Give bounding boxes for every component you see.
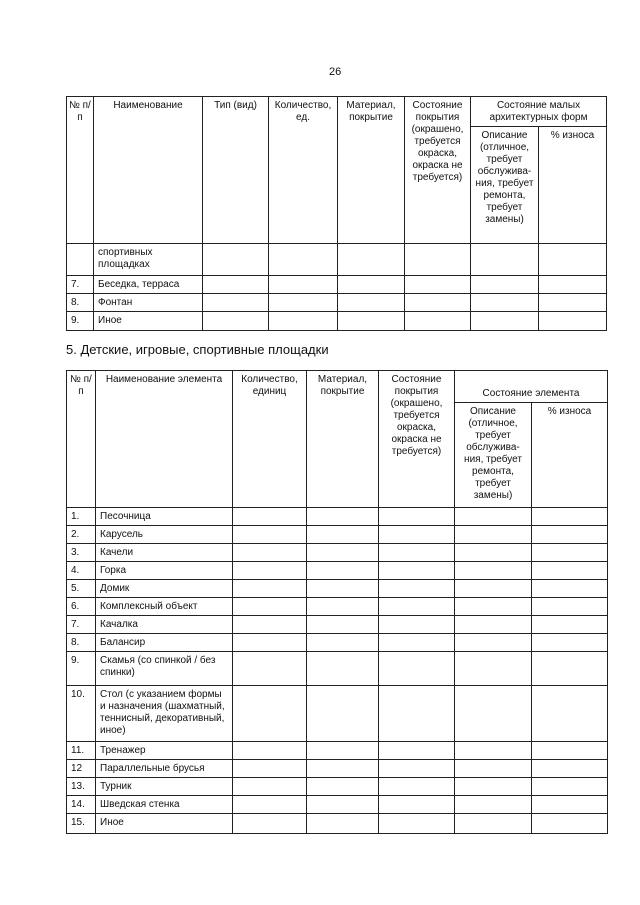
table-row <box>67 796 608 814</box>
empty-cell <box>455 652 532 686</box>
empty-cell <box>379 796 455 814</box>
header-row <box>67 371 608 403</box>
empty-cell <box>233 814 307 834</box>
empty-cell <box>233 526 307 544</box>
empty-cell <box>338 244 405 276</box>
row-num: 4. <box>67 562 96 580</box>
empty-cell <box>532 796 608 814</box>
empty-cell <box>233 796 307 814</box>
empty-cell <box>379 760 455 778</box>
empty-cell <box>455 508 532 526</box>
row-name: Балансир <box>96 634 233 652</box>
table-row <box>67 276 607 294</box>
empty-cell <box>269 312 338 331</box>
empty-cell <box>471 244 539 276</box>
row-num: 15. <box>67 814 96 834</box>
row-name: Шведская стенка <box>96 796 233 814</box>
header-quantity: Количество, ед. <box>269 97 338 244</box>
table-row <box>67 616 608 634</box>
row-num: 7. <box>67 616 96 634</box>
empty-cell <box>532 778 608 796</box>
row-name: спортивных площадках <box>94 244 203 276</box>
row-num: 2. <box>67 526 96 544</box>
table-row <box>67 686 608 742</box>
empty-cell <box>532 814 608 834</box>
empty-cell <box>455 634 532 652</box>
empty-cell <box>233 616 307 634</box>
empty-cell <box>532 544 608 562</box>
row-name: Горка <box>96 562 233 580</box>
empty-cell <box>307 760 379 778</box>
empty-cell <box>379 634 455 652</box>
empty-cell <box>455 562 532 580</box>
row-num: 5. <box>67 580 96 598</box>
empty-cell <box>233 652 307 686</box>
empty-cell <box>233 598 307 616</box>
empty-cell <box>539 276 607 294</box>
header-name: Наименование элемента <box>96 371 233 508</box>
empty-cell <box>532 742 608 760</box>
row-name: Иное <box>94 312 203 331</box>
empty-cell <box>379 652 455 686</box>
header-num: № п/п <box>67 371 96 508</box>
empty-cell <box>307 742 379 760</box>
header-quantity: Количество, единиц <box>233 371 307 508</box>
empty-cell <box>307 580 379 598</box>
empty-cell <box>455 598 532 616</box>
empty-cell <box>532 508 608 526</box>
table-row <box>67 778 608 796</box>
empty-cell <box>532 652 608 686</box>
empty-cell <box>532 526 608 544</box>
table-row <box>67 814 608 834</box>
empty-cell <box>539 244 607 276</box>
row-name: Качалка <box>96 616 233 634</box>
empty-cell <box>455 544 532 562</box>
row-name: Домик <box>96 580 233 598</box>
page-number: 26 <box>329 66 342 78</box>
empty-cell <box>203 244 269 276</box>
empty-cell <box>233 778 307 796</box>
empty-cell <box>307 562 379 580</box>
empty-cell <box>379 508 455 526</box>
empty-cell <box>379 778 455 796</box>
empty-cell <box>307 598 379 616</box>
empty-cell <box>455 760 532 778</box>
empty-cell <box>379 544 455 562</box>
empty-cell <box>307 616 379 634</box>
empty-cell <box>307 544 379 562</box>
empty-cell <box>532 580 608 598</box>
empty-cell <box>455 742 532 760</box>
table-playgrounds <box>66 370 608 834</box>
empty-cell <box>233 544 307 562</box>
table-row <box>67 544 608 562</box>
empty-cell <box>307 652 379 686</box>
row-num: 9. <box>67 652 96 686</box>
empty-cell <box>307 796 379 814</box>
empty-cell <box>405 294 471 312</box>
row-name: Качели <box>96 544 233 562</box>
row-name: Стол (с указанием формы и назначения (шахматный, теннисный, декоративный, иное) <box>96 686 233 742</box>
empty-cell <box>203 294 269 312</box>
empty-cell <box>269 276 338 294</box>
empty-cell <box>233 760 307 778</box>
empty-cell <box>539 312 607 331</box>
table-row <box>67 634 608 652</box>
empty-cell <box>405 312 471 331</box>
row-num: 14. <box>67 796 96 814</box>
table-row <box>67 294 607 312</box>
empty-cell <box>233 634 307 652</box>
empty-cell <box>379 686 455 742</box>
empty-cell <box>379 616 455 634</box>
empty-cell <box>532 616 608 634</box>
empty-cell <box>379 526 455 544</box>
empty-cell <box>405 244 471 276</box>
empty-cell <box>233 508 307 526</box>
header-description: Описание (отличное, требует обслужива-ния, требует ремонта, требует замены) <box>471 127 539 244</box>
table-row <box>67 742 608 760</box>
empty-cell <box>532 686 608 742</box>
empty-cell <box>379 580 455 598</box>
header-coating: Состояние покрытия (окрашено, требуется окраска, окраска не требуется) <box>379 371 455 508</box>
empty-cell <box>532 760 608 778</box>
empty-cell <box>307 508 379 526</box>
header-type: Тип (вид) <box>203 97 269 244</box>
table-row <box>67 526 608 544</box>
empty-cell <box>307 778 379 796</box>
row-num: 10. <box>67 686 96 742</box>
header-wear: % износа <box>532 403 608 508</box>
table-row <box>67 652 608 686</box>
empty-cell <box>405 276 471 294</box>
empty-cell <box>233 686 307 742</box>
empty-cell <box>338 294 405 312</box>
empty-cell <box>379 598 455 616</box>
row-name: Комплексный объект <box>96 598 233 616</box>
empty-cell <box>338 276 405 294</box>
table-row <box>67 562 608 580</box>
empty-cell <box>455 814 532 834</box>
table-row <box>67 508 608 526</box>
empty-cell <box>379 814 455 834</box>
row-name: Фонтан <box>94 294 203 312</box>
row-num: 11. <box>67 742 96 760</box>
empty-cell <box>379 742 455 760</box>
row-name: Турник <box>96 778 233 796</box>
section-heading: 5. Детские, игровые, спортивные площадки <box>66 342 329 357</box>
row-name: Карусель <box>96 526 233 544</box>
row-name: Тренажер <box>96 742 233 760</box>
empty-cell <box>471 294 539 312</box>
row-name: Иное <box>96 814 233 834</box>
empty-cell <box>471 276 539 294</box>
empty-cell <box>307 634 379 652</box>
row-num: 12 <box>67 760 96 778</box>
table-row <box>67 760 608 778</box>
empty-cell <box>233 562 307 580</box>
row-name: Параллельные брусья <box>96 760 233 778</box>
row-num: 13. <box>67 778 96 796</box>
header-wear: % износа <box>539 127 607 244</box>
empty-cell <box>307 686 379 742</box>
empty-cell <box>455 616 532 634</box>
empty-cell <box>233 580 307 598</box>
empty-cell <box>203 312 269 331</box>
empty-cell <box>233 742 307 760</box>
row-num: 9. <box>67 312 94 331</box>
empty-cell <box>379 562 455 580</box>
empty-cell <box>307 814 379 834</box>
empty-cell <box>203 276 269 294</box>
empty-cell <box>307 526 379 544</box>
empty-cell <box>455 686 532 742</box>
row-num: 8. <box>67 294 94 312</box>
row-num: 7. <box>67 276 94 294</box>
row-num: 8. <box>67 634 96 652</box>
header-name: Наименование <box>94 97 203 244</box>
empty-cell <box>455 526 532 544</box>
row-name: Беседка, терраса <box>94 276 203 294</box>
row-num: 1. <box>67 508 96 526</box>
empty-cell <box>455 778 532 796</box>
header-group: Состояние малых архитектурных форм <box>471 97 607 127</box>
header-coating: Состояние покрытия (окрашено, требуется окраска, окраска не требуется) <box>405 97 471 244</box>
empty-cell <box>269 244 338 276</box>
empty-cell <box>455 796 532 814</box>
empty-cell <box>532 634 608 652</box>
header-material: Материал, покрытие <box>307 371 379 508</box>
empty-cell <box>539 294 607 312</box>
row-name: Скамья (со спинкой / без спинки) <box>96 652 233 686</box>
table-row <box>67 244 607 276</box>
row-name: Песочница <box>96 508 233 526</box>
empty-cell <box>338 312 405 331</box>
header-row <box>67 97 607 127</box>
table-row <box>67 312 607 331</box>
row-num <box>67 244 94 276</box>
header-num: № п/п <box>67 97 94 244</box>
empty-cell <box>532 562 608 580</box>
row-num: 6. <box>67 598 96 616</box>
empty-cell <box>269 294 338 312</box>
table-row <box>67 580 608 598</box>
table-row <box>67 598 608 616</box>
header-description: Описание (отличное, требует обслужива-ния, требует ремонта, требует замены) <box>455 403 532 508</box>
header-material: Материал, покрытие <box>338 97 405 244</box>
empty-cell <box>455 580 532 598</box>
header-group: Состояние элемента <box>455 371 608 403</box>
empty-cell <box>532 598 608 616</box>
table-small-architectural-forms <box>66 96 607 331</box>
empty-cell <box>471 312 539 331</box>
row-num: 3. <box>67 544 96 562</box>
